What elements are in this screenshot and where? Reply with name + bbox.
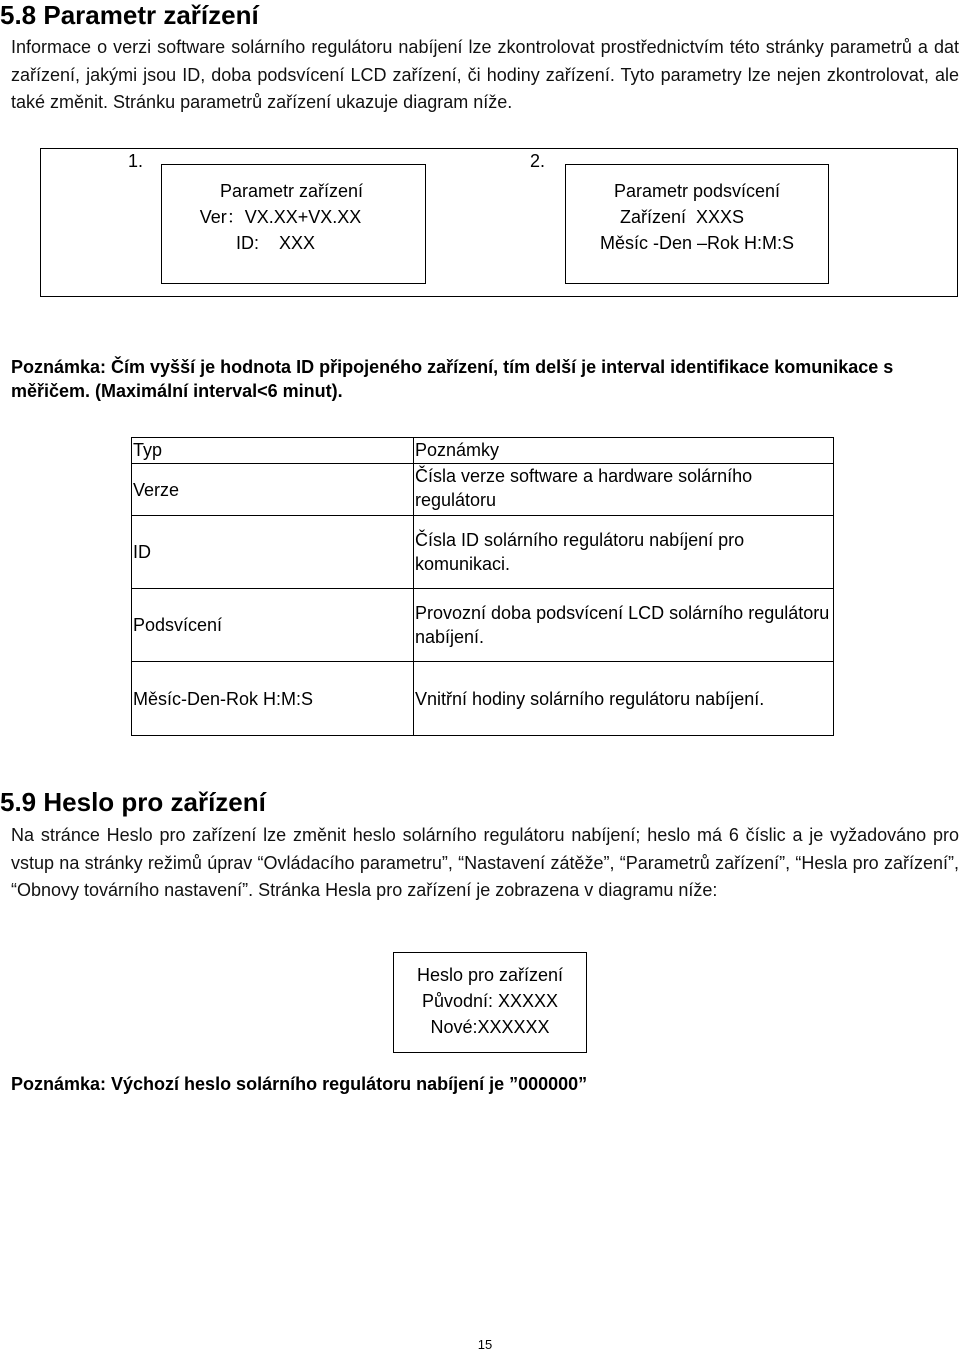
table-row [132,516,834,589]
screen-1-number: 1. [128,151,144,171]
screen-1-line-version: Ver：VX.XX+VX.XX [199,207,362,227]
password-screen-new: Nové:XXXXXX [430,1017,550,1037]
password-screen-title: Heslo pro zařízení [416,965,564,985]
table-cell-note: Provozní doba podsvícení LCD solárního regulátoru nabíjení. [414,589,834,662]
screen-2-number: 2. [530,151,546,171]
page-number: 15 [477,1337,493,1352]
table-row [132,662,834,736]
table-row [132,464,834,516]
screen-2-line-backlight: Zařízení XXXS [619,207,745,227]
table-cell-note: Čísla ID solárního regulátoru nabíjení pro komunikaci. [414,516,834,589]
table-header-notes: Poznámky [414,438,834,464]
section-heading-5-9: 5.9 Heslo pro zařízení [0,787,266,817]
lcd-screen-device-parameter [161,164,426,284]
table-cell-note: Vnitřní hodiny solárního regulátoru nabíjení. [414,662,834,736]
section-heading-5-8: 5.8 Parametr zařízení [0,0,259,30]
parameter-table [131,437,834,736]
section-5-8-intro: Informace o verzi software solárního regulátoru nabíjení lze zkontrolovat prostřednictvím této stránky parametrů a dat zařízení, jakými jsou ID, doba podsvícení LCD zařízení, či hodiny zařízení. Tyto parametry lze nejen zkontrolovat, ale také změnit. Stránku parametrů zařízení ukazuje diagram níže. [11,37,959,112]
table-row [132,589,834,662]
table-cell-type: ID [132,516,414,589]
table-header-type: Typ [132,438,414,464]
lcd-screen-backlight-parameter [565,164,829,284]
section-5-9-note: Poznámka: Výchozí heslo solárního regulátoru nabíjení je ”000000” [11,1074,588,1094]
section-5-9-intro: Na stránce Heslo pro zařízení lze změnit heslo solárního regulátoru nabíjení; heslo má 6 číslic a je vyžadováno pro vstup na stránky režimů úprav “Ovládacího parametru”, “Nastavení zátěže”, “Parametrů zařízení”, “Hesla pro zařízení”, “Obnovy továrního nastavení”. Stránka Hesla pro zařízení je zobrazena v diagramu níže: [11,825,959,900]
table-cell-type: Verze [132,464,414,516]
screen-1-line-id: ID: XXX [235,233,316,253]
screen-2-line-title: Parametr podsvícení [613,181,781,201]
table-cell-type: Podsvícení [132,589,414,662]
lcd-screen-device-password [393,952,587,1053]
table-cell-note: Čísla verze software a hardware solárního regulátoru [414,464,834,516]
table-cell-type: Měsíc-Den-Rok H:M:S [132,662,414,736]
screen-2-line-clock: Měsíc -Den –Rok H:M:S [599,233,795,253]
table-row [132,438,834,464]
section-5-8-note: Poznámka: Čím vyšší je hodnota ID připojeného zařízení, tím delší je interval identifikace komunikace s měřičem. (Maximální interval<6 minut). [11,357,894,401]
password-screen-original: Původní: XXXXX [421,991,559,1011]
screen-1-line-title: Parametr zařízení [219,181,364,201]
